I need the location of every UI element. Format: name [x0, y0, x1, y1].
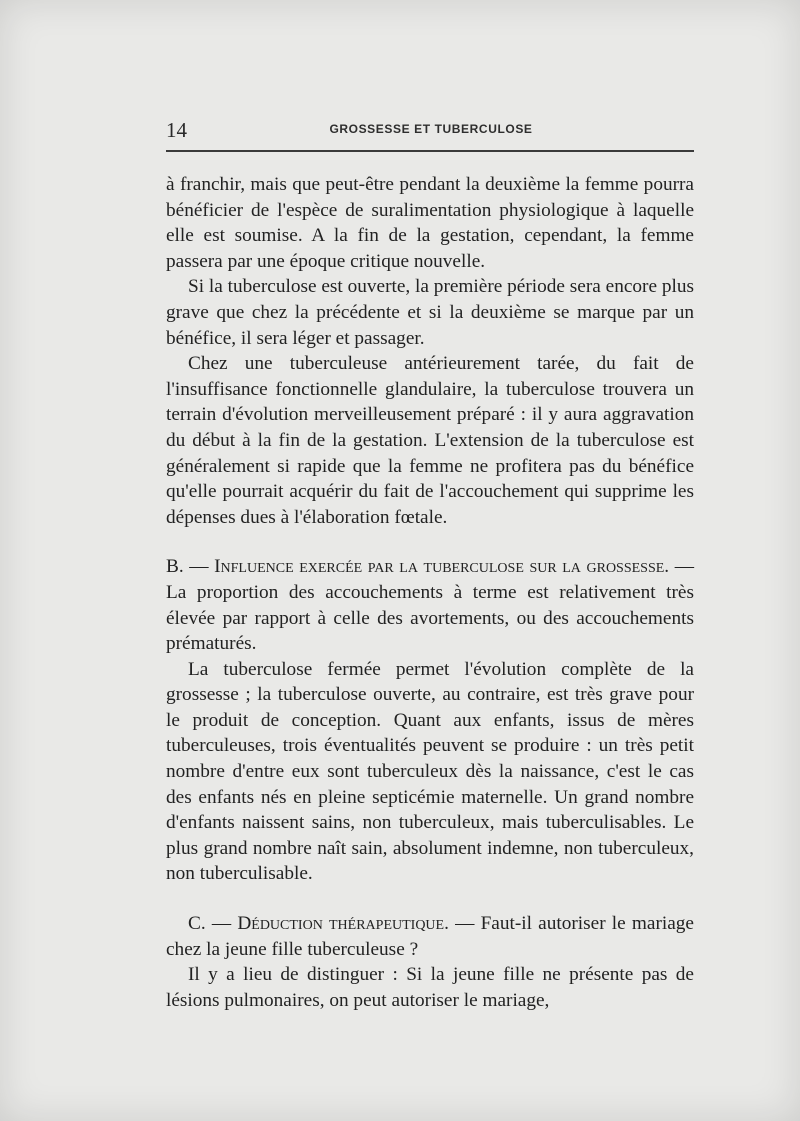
paragraph-open-tuberculosis: Si la tuberculose est ouverte, la première période sera encore plus grave que chez la précédente et si la deuxième se marque par un bénéfice, il sera léger et passager.	[166, 276, 694, 349]
paragraph-closed-tuberculosis: La tuberculose fermée permet l'évolution complète de la grossesse ; la tuberculose ouverte, au contraire, est très grave pour le produit de conception. Quant aux enfants, issus de mères tuberculeuses, trois éventualités peuvent se produire : un très petit nombre d'entre eux sont tuberculeux dès la naissance, c'est le cas des enfants nés en pleine septicémie maternelle. Un grand nombre d'enfants naissent sains, non tuberculeux, mais tuberculisables. Le plus grand nombre naît sain, absolument indemne, non tuberculeux, non tuberculisable.	[166, 658, 694, 885]
running-title: GROSSESSE ET TUBERCULOSE	[329, 122, 533, 136]
header-rule	[166, 150, 694, 152]
page-number: 14	[166, 118, 187, 142]
section-c-label: C. —	[188, 913, 238, 935]
body-text	[166, 172, 694, 1013]
section-b-heading: Influence exercée par la tuberculose sur la grossesse.	[214, 556, 670, 578]
paragraph-distinguish: Il y a lieu de distinguer : Si la jeune fille ne présente pas de lésions pulmonaires, on peut autoriser le mariage,	[166, 964, 694, 1011]
page-header	[166, 118, 696, 140]
paragraph-continuation: à franchir, mais que peut-être pendant la deuxième la femme pourra bénéficier de l'espèce de suralimentation physiologique à laquelle elle est soumise. A la fin de la gestation, cependant, la femme passera par une époque critique nouvelle.	[166, 174, 694, 272]
section-c-heading: Déduction thérapeutique.	[237, 913, 449, 935]
section-b-text: — La proportion des accouchements à terme est relativement très élevée par rapport à celle des avortements, ou des accouchements prématurés.	[166, 556, 694, 655]
section-c-text: — Faut-il autoriser le mariage chez la jeune fille tuberculeuse ?	[166, 913, 694, 960]
paragraph-tainted-patient: Chez une tuberculeuse antérieurement tarée, du fait de l'insuffisance fonctionnelle glandulaire, la tuberculose trouvera un terrain d'évolution merveilleusement préparé : il y aura aggravation du début à la fin de la gestation. L'extension de la tuberculose est généralement si rapide que la femme ne profitera pas du bénéfice qu'elle pourrait acquérir du fait de l'accouchement qui supprime les dépenses dues à l'élaboration fœtale.	[166, 353, 694, 528]
section-b-label: B. —	[166, 556, 215, 578]
section-c-paragraph	[166, 911, 694, 962]
section-b-paragraph	[166, 554, 694, 656]
